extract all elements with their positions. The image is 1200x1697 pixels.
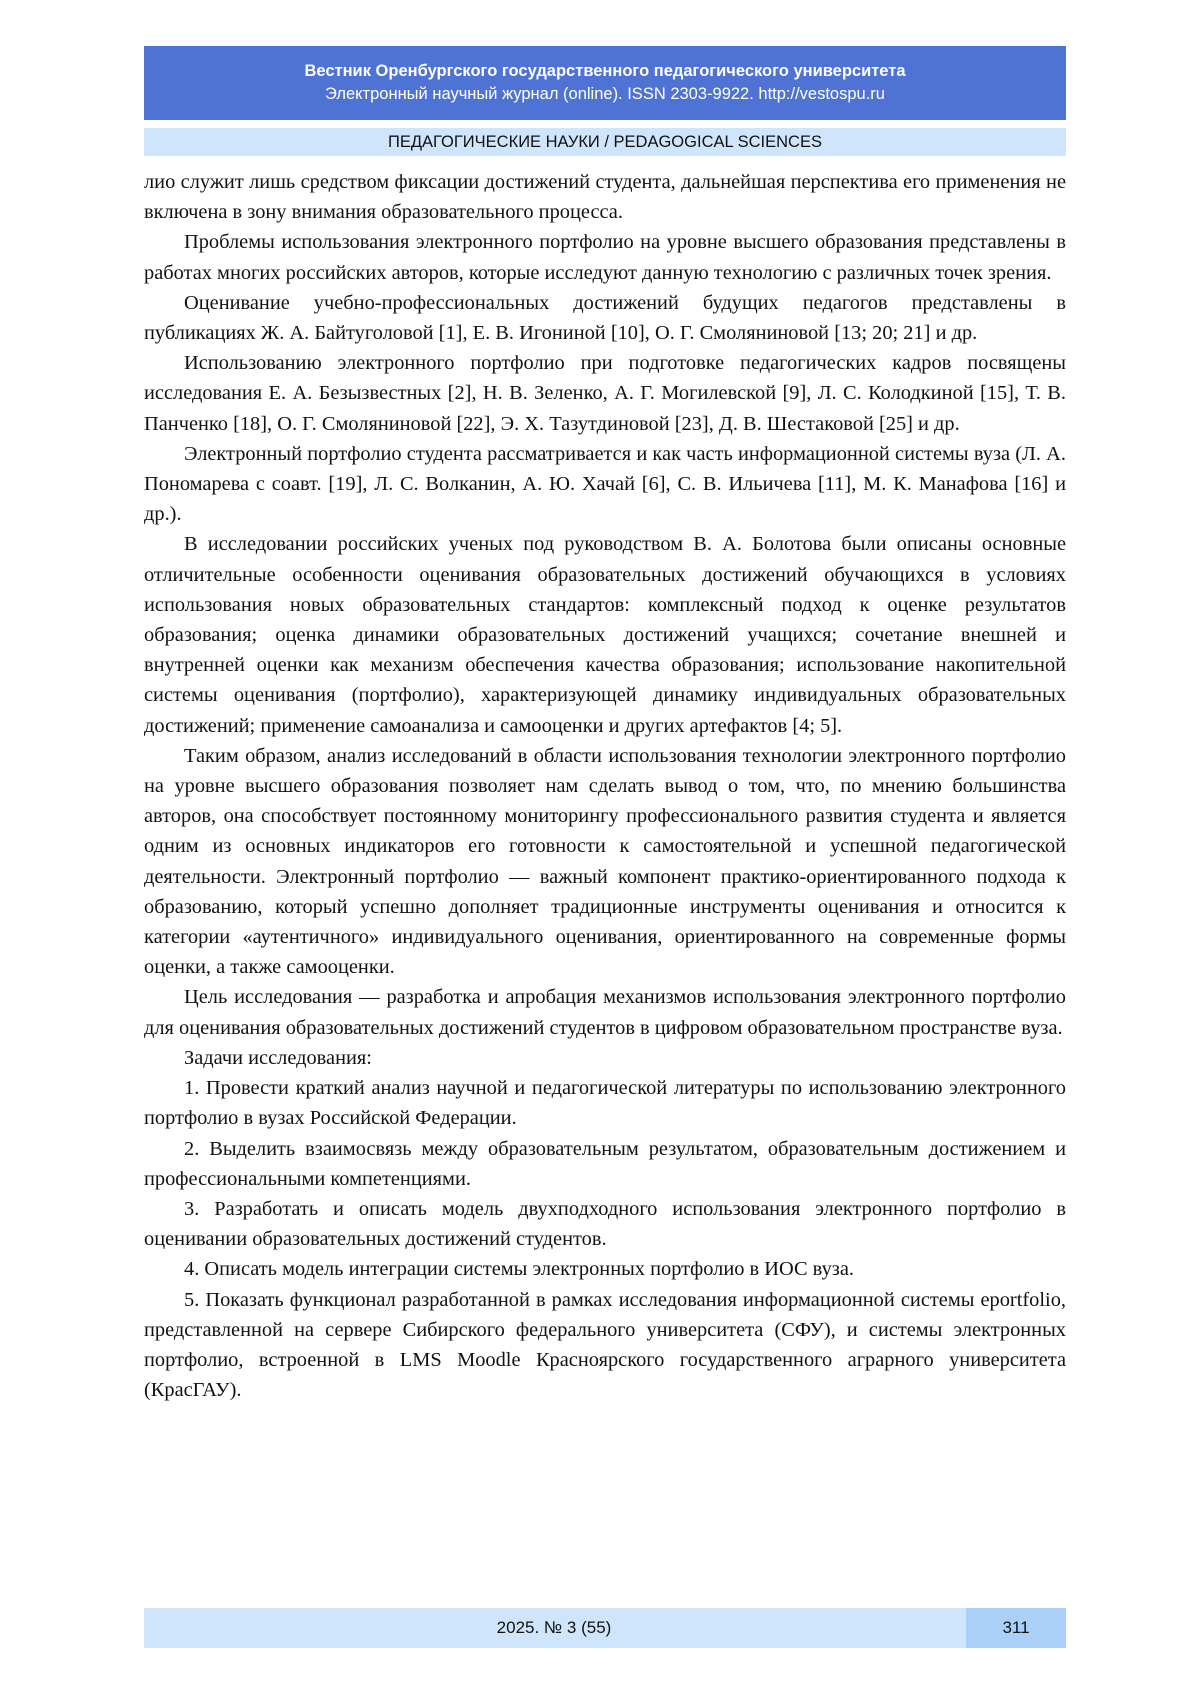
paragraph-research-goal: Цель исследования — разработка и апробация механизмов использования электронного портфолио для оценивания образовательных достижений студентов в цифровом образовательном пространстве вуза.: [144, 986, 1066, 1039]
journal-title: Вестник Оренбургского государственного педагогического университета: [304, 62, 906, 80]
page-number: 311: [966, 1608, 1066, 1648]
paragraph: Таким образом, анализ исследований в области использования технологии электронного портфолио на уровне высшего образования позволяет нам сделать вывод о том, что, по мнению большинства авторов, она способствует постоянному мониторингу профессионального развития студента и является одним из основных индикаторов его готовности к самостоятельной и успешной педагогической деятельности. Электронный портфолио — важный компонент практико-ориентированного подхода к образованию, который успешно дополняет традиционные инструменты оценивания и относится к категории «аутентичного» индивидуального оценивания, ориентированного на современные формы оценки, а также самооценки.: [144, 744, 1066, 979]
paragraph: В исследовании российских ученых под руководством В. А. Болотова были описаны основные отличительные особенности оценивания образовательных достижений обучающихся в условиях использования новых образовательных стандартов: комплексный подход к оценке результатов образования; оценка динамики образовательных достижений учащихся; сочетание внешней и внутренней оценки как механизм обеспечения качества образования; использование накопительной системы оценивания (портфолио), характеризующей динамику индивидуальных образовательных достижений; применение самоанализа и самооценки и других артефактов [4; 5].: [144, 533, 1066, 737]
tasks-heading: Задачи исследования:: [184, 1046, 372, 1069]
journal-subtitle: Электронный научный журнал (online). ISSN 2303-9922. http://vestospu.ru: [325, 85, 885, 103]
paragraph: Проблемы использования электронного портфолио на уровне высшего образования представлены в работах многих российских авторов, которые исследуют данную технологию с различных точек зрения.: [144, 231, 1066, 284]
section-heading: ПЕДАГОГИЧЕСКИЕ НАУКИ / PEDAGOGICAL SCIENCES: [144, 128, 1066, 156]
journal-header: [144, 46, 1066, 120]
article-body: [144, 167, 1066, 1405]
paragraph: Электронный портфолио студента рассматривается и как часть информационной системы вуза (Л. А. Пономарева с соавт. [19], Л. С. Волканин, А. Ю. Хачай [6], С. В. Ильичева [11], М. К. Манафова [16] и др.).: [144, 442, 1066, 526]
task-item: 1. Провести краткий анализ научной и педагогической литературы по использованию электронного портфолио в вузах Российской Федерации.: [144, 1077, 1066, 1130]
task-item: 3. Разработать и описать модель двухподходного использования электронного портфолио в оценивании образовательных достижений студентов.: [144, 1197, 1066, 1251]
task-item: 2. Выделить взаимосвязь между образовательным результатом, образовательным достижением и профессиональными компетенциями.: [144, 1137, 1066, 1190]
page-footer: [144, 1608, 1066, 1648]
paragraph: Оценивание учебно-профессиональных достижений будущих педагогов представлены в публикациях Ж. А. Байтуголовой [1], Е. В. Игониной [10], О. Г. Смоляниновой [13; 20; 21] и др.: [144, 291, 1066, 345]
issue-label: 2025. № 3 (55): [496, 1618, 612, 1637]
paragraph-continuation: лио служит лишь средством фиксации достижений студента, дальнейшая перспектива его применения не включена в зону внимания образовательного процесса.: [144, 171, 1066, 224]
task-item: 4. Описать модель интеграции системы электронных портфолио в ИОС вуза.: [184, 1258, 855, 1281]
task-item: 5. Показать функционал разработанной в рамках исследования информационной системы eportfolio, представленной на сервере Сибирского федерального университета (СФУ), и системы электронных портфолио, встроенной в LMS Moodle Красноярского государственного аграрного университета (КрасГАУ).: [144, 1288, 1066, 1402]
paragraph: Использованию электронного портфолио при подготовке педагогических кадров посвящены исследования Е. А. Безызвестных [2], Н. В. Зеленко, А. Г. Могилевской [9], Л. С. Колодкиной [15], Т. В. Панченко [18], О. Г. Смоляниновой [22], Э. Х. Тазутдиновой [23], Д. В. Шестаковой [25] и др.: [144, 352, 1066, 435]
